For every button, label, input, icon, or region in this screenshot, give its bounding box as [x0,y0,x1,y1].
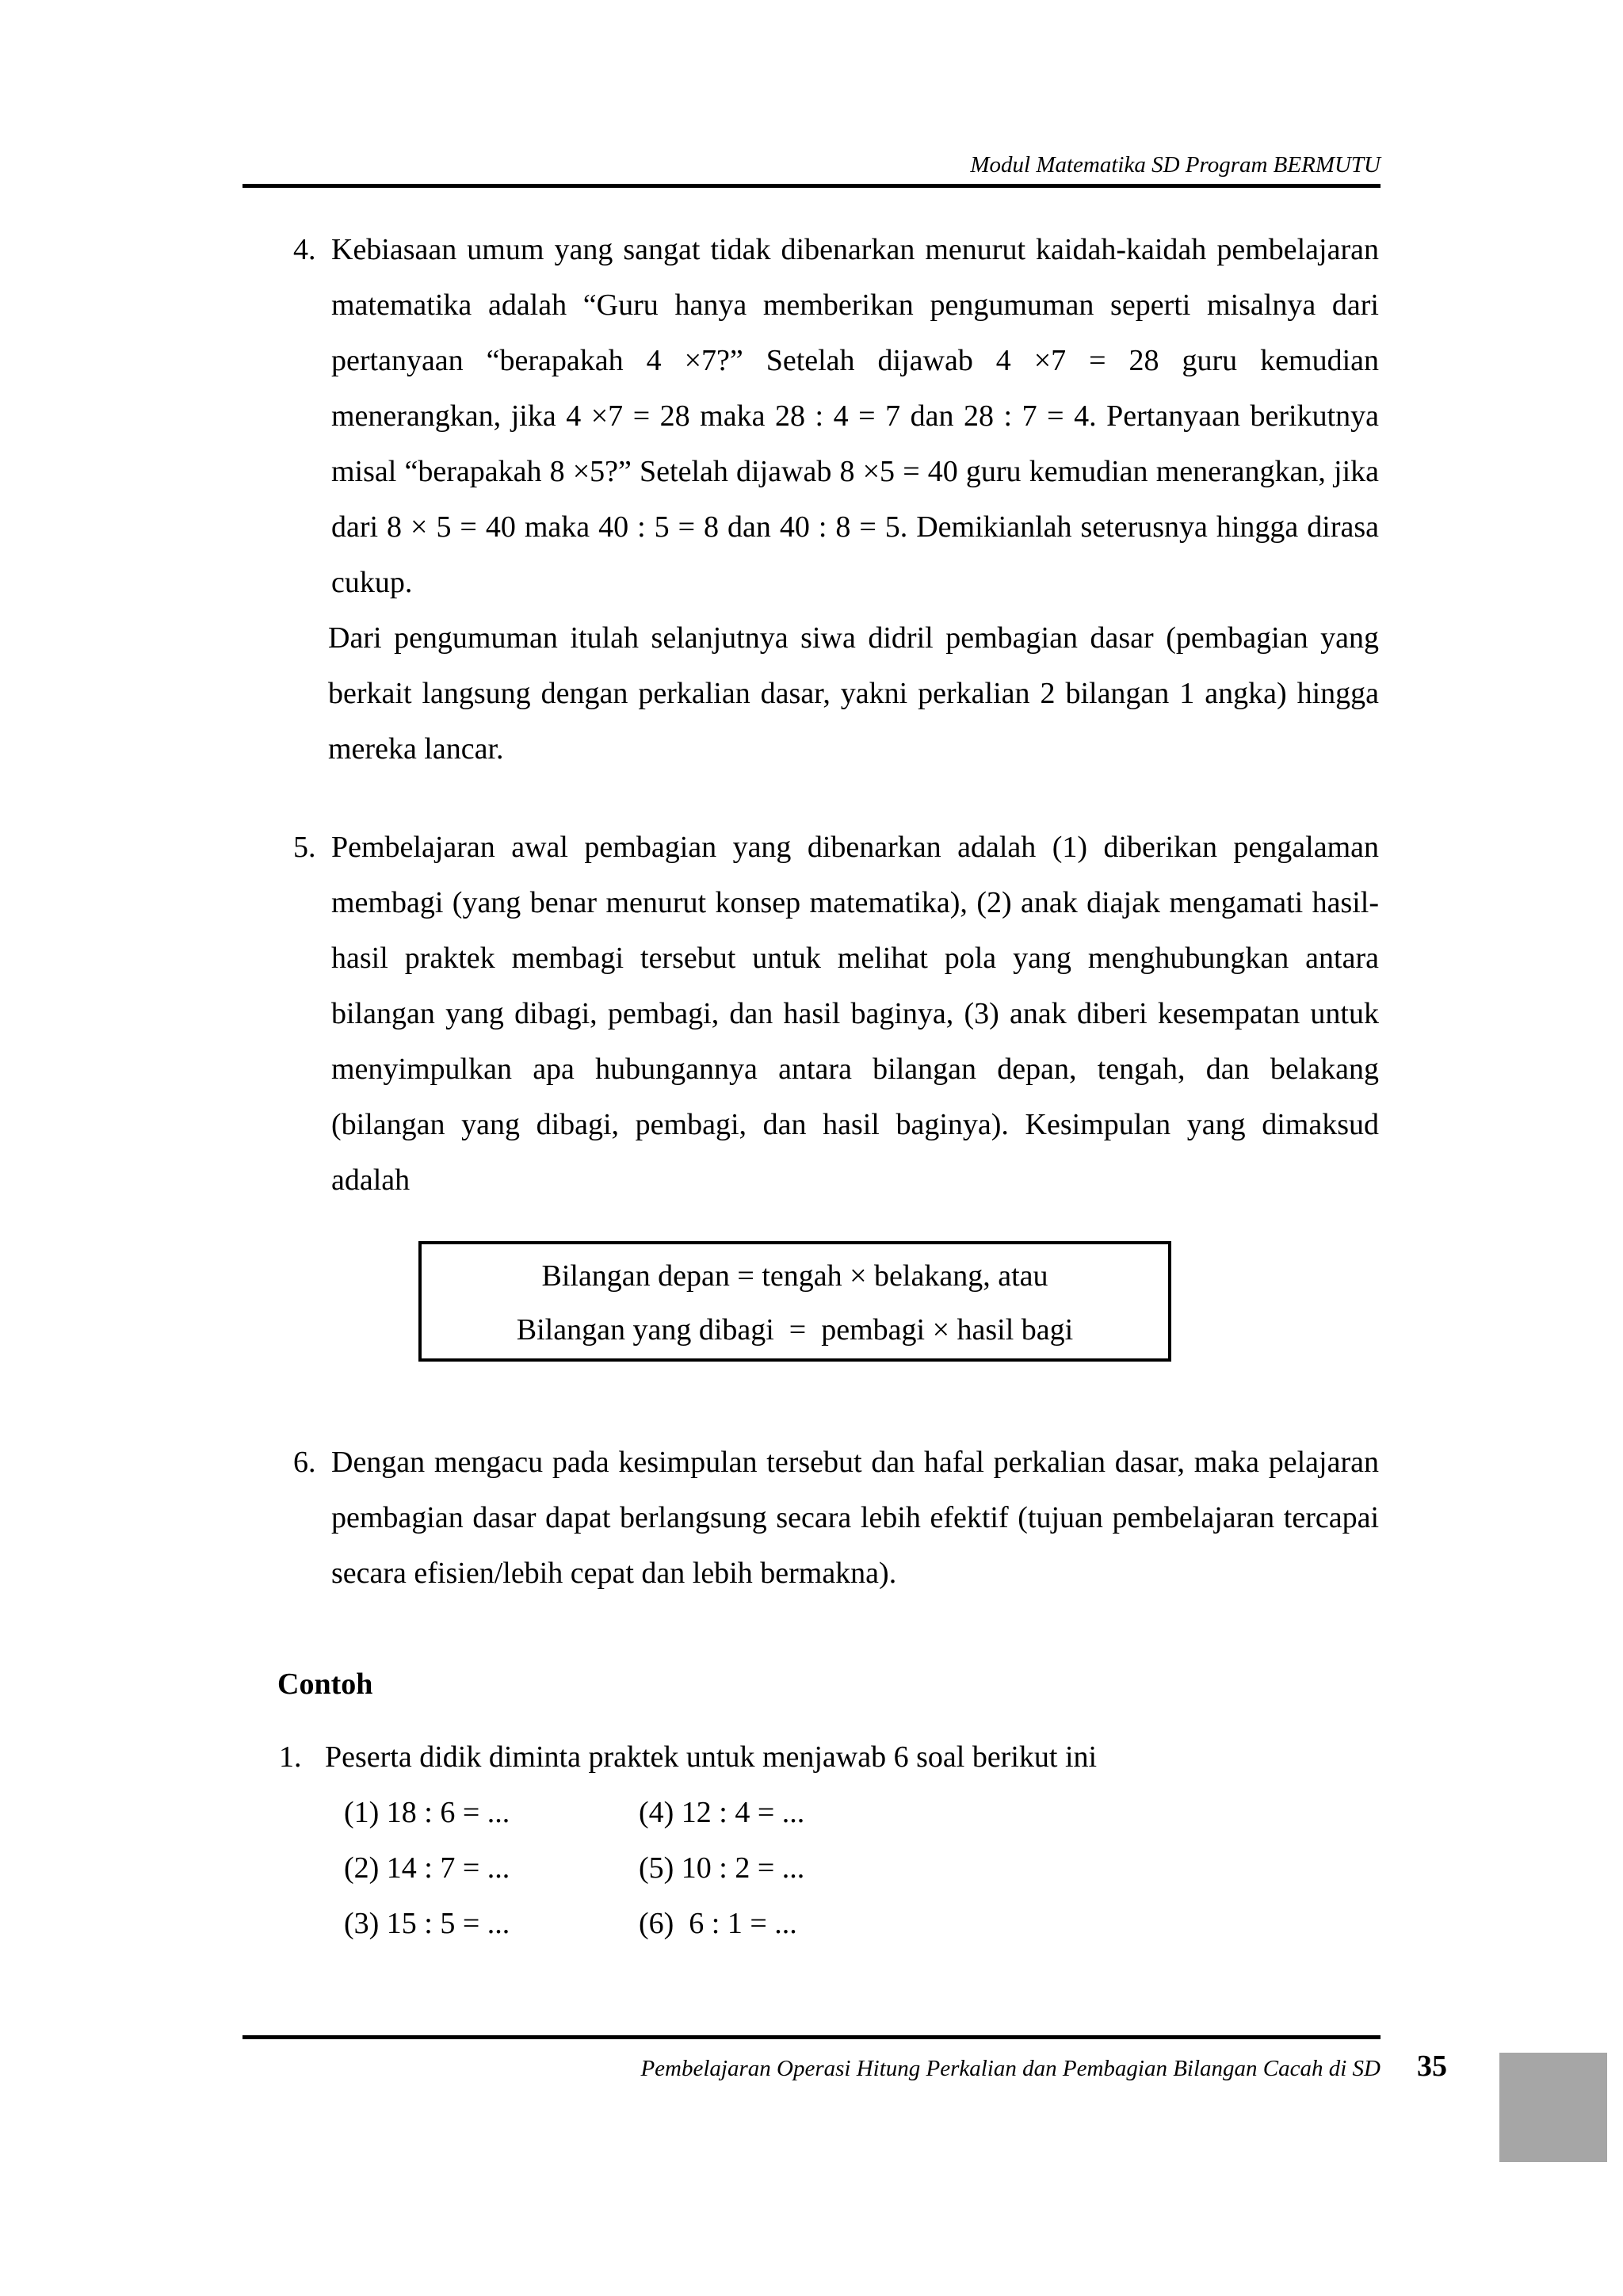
paragraph: Pembelajaran awal pembagian yang dibenarkan adalah (1) diberikan pengalaman membagi (yang benar menurut konsep matematika), (2) anak diajak mengamati hasil-hasil praktek membagi tersebut untuk melihat pola yang menghubungkan antara bilangan yang dibagi, pembagi, dan hasil baginya, (3) anak diberi kesempatan untuk menyimpulkan apa hubungannya antara bilangan depan, tengah, dan belakang (bilangan yang dibagi, pembagi, dan hasil baginya). Kesimpulan yang dimaksud adalah [331,831,1379,1197]
conclusion-formula-box [418,1241,1171,1362]
example-item-1 [279,1729,1097,1785]
problem-3: (3) 15 : 5 = ... [344,1907,510,1940]
header-rule [242,184,1381,188]
list-item-number: 6. [293,1446,316,1479]
problem-4: (4) 12 : 4 = ... [639,1796,805,1829]
problem-5: (5) 10 : 2 = ... [639,1851,805,1885]
list-item-body [328,222,1379,777]
list-item-body [331,1435,1379,1601]
list-item-number: 5. [293,831,316,864]
list-item-5 [293,819,1379,1208]
problem-1: (1) 18 : 6 = ... [344,1796,510,1829]
page-number: 35 [1417,2050,1447,2083]
list-item-body [331,819,1379,1208]
problem-2: (2) 14 : 7 = ... [344,1851,510,1885]
running-header: Modul Matematika SD Program BERMUTU [970,152,1381,178]
paragraph: Dengan mengacu pada kesimpulan tersebut dan hafal perkalian dasar, maka pelajaran pembagian dasar dapat berlangsung secara lebih efektif (tujuan pembelajaran tercapai secara efisien/lebih cepat dan lebih bermakna). [331,1446,1379,1590]
list-item-6 [293,1435,1379,1601]
running-footer: Pembelajaran Operasi Hitung Perkalian dan Pembagian Bilangan Cacah di SD [640,2056,1381,2081]
formula-line-1: Bilangan depan = tengah × belakang, atau [541,1259,1048,1293]
formula-line-2: Bilangan yang dibagi = pembagi × hasil bagi [516,1313,1074,1347]
paragraph: Dari pengumuman itulah selanjutnya siwa didril pembagian dasar (pembagian yang berkait langsung dengan perkalian dasar, yakni perkalian 2 bilangan 1 angka) hingga mereka lancar. [328,621,1379,766]
example-item-number: 1. [279,1740,302,1774]
example-item-text: Peserta didik diminta praktek untuk menjawab 6 soal berikut ini [325,1740,1098,1774]
list-item-4 [293,222,1379,777]
section-heading-contoh: Contoh [277,1668,373,1701]
page-edge-tab [1499,2053,1607,2162]
footer-rule [242,2035,1381,2039]
list-item-number: 4. [293,233,316,266]
paragraph: Kebiasaan umum yang sangat tidak dibenarkan menurut kaidah-kaidah pembelajaran matematika adalah “Guru hanya memberikan pengumuman seperti misalnya dari pertanyaan “berapakah 4 ×7?” Setelah dijawab 4 ×7 = 28 guru kemudian menerangkan, jika 4 ×7 = 28 maka 28 : 4 = 7 dan 28 : 7 = 4. Pertanyaan berikutnya misal “berapakah 8 ×5?” Setelah dijawab 8 ×5 = 40 guru kemudian menerangkan, jika dari 8 × 5 = 40 maka 40 : 5 = 8 dan 40 : 8 = 5. Demikianlah seterusnya hingga dirasa cukup. [331,233,1379,599]
problem-6: (6) 6 : 1 = ... [639,1907,797,1940]
